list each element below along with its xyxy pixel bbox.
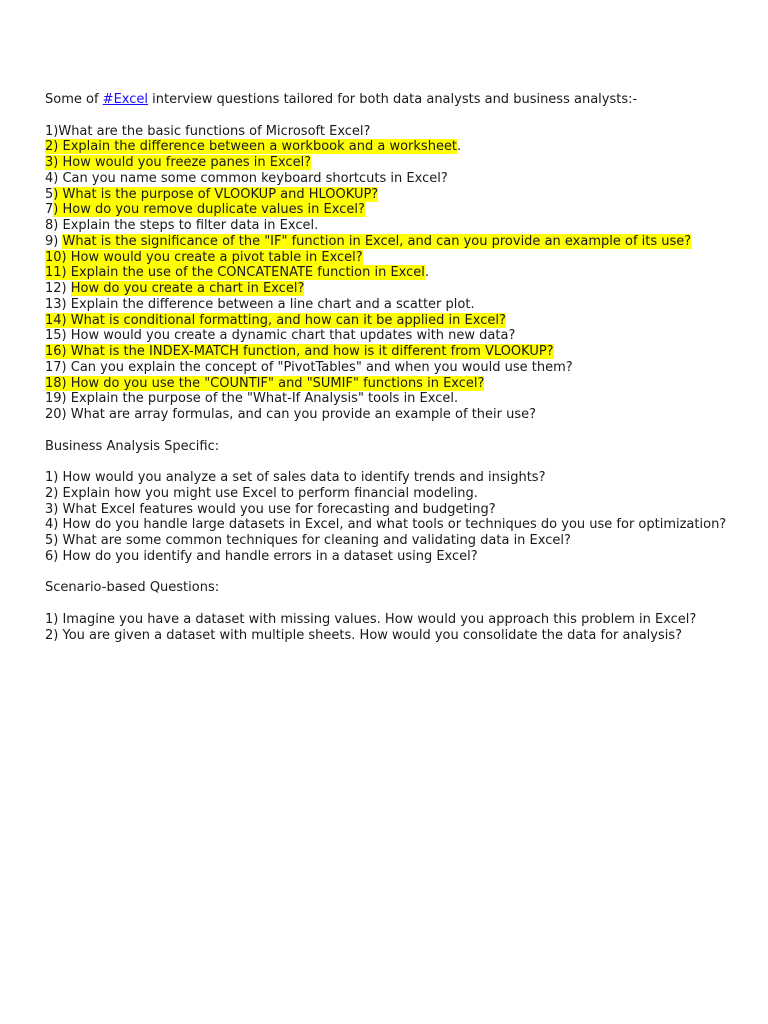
general-question-item [45, 313, 763, 329]
general-question-item [45, 124, 763, 140]
highlighted-text: What is the significance of the "IF" function in Excel, and can you provide an example of its use? [62, 233, 692, 249]
highlighted-text: 11) Explain the use of the CONCATENATE function in Excel [45, 265, 425, 281]
general-question-item [45, 328, 763, 344]
question-text: 19) Explain the purpose of the "What-If Analysis" tools in Excel. [45, 391, 459, 407]
question-text: 8) Explain the steps to filter data in Excel. [45, 218, 319, 233]
highlighted-text: 18) How do you use the "COUNTIF" and "SUMIF" functions in Excel? [45, 375, 485, 391]
general-question-item [45, 376, 763, 392]
question-text: 20) What are array formulas, and can you provide an example of their use? [45, 407, 537, 422]
general-question-item [45, 297, 763, 313]
question-text: . [457, 139, 462, 155]
general-question-item [45, 218, 763, 234]
business-question-item: 1) How would you analyze a set of sales data to identify trends and insights? [45, 470, 546, 485]
spacer [45, 423, 763, 439]
highlighted-text: 14) What is conditional formatting, and how can it be applied in Excel? [45, 312, 506, 328]
general-questions-list [45, 124, 763, 423]
question-text: 15) How would you create a dynamic chart that updates with new data? [45, 328, 516, 344]
highlighted-text: 3) How would you freeze panes in Excel? [45, 155, 312, 170]
scenario-section-heading: Scenario-based Questions: [45, 580, 220, 596]
intro-text-after: interview questions tailored for both data analysts and business analysts:- [148, 92, 638, 107]
general-question-item [45, 250, 763, 266]
intro-line [45, 92, 763, 108]
business-question-item: 2) Explain how you might use Excel to perform financial modeling. [45, 485, 478, 501]
question-text: 17) Can you explain the concept of "PivotTables" and when you would use them? [45, 359, 573, 375]
general-question-item [45, 391, 763, 407]
general-question-item [45, 187, 763, 203]
general-question-item [45, 407, 763, 423]
general-question-item [45, 281, 763, 297]
question-text: 9) [45, 233, 63, 249]
general-question-item [45, 202, 763, 218]
highlighted-text: How do you create a chart in Excel? [70, 281, 305, 296]
business-question-item: 5) What are some common techniques for cleaning and validating data in Excel? [45, 533, 571, 548]
business-question-item: 6) How do you identify and handle errors in a dataset using Excel? [45, 548, 478, 564]
business-question-item: 4) How do you handle large datasets in Excel, and what tools or techniques do you use for optimization? [45, 517, 727, 533]
business-question-item: 3) What Excel features would you use for forecasting and budgeting? [45, 501, 496, 517]
scenario-question-item: 1) Imagine you have a dataset with missing values. How would you approach this problem in Excel? [45, 611, 697, 627]
general-question-item [45, 155, 763, 171]
spacer [45, 596, 763, 612]
general-question-item [45, 360, 763, 376]
highlighted-text: 2) Explain the difference between a workbook and a worksheet [45, 139, 458, 155]
spacer [45, 108, 763, 124]
question-text: 7 [45, 202, 54, 218]
intro-text-before: Some of [45, 92, 103, 107]
spacer [45, 565, 763, 581]
question-text: 5 [45, 186, 54, 202]
question-text: 12) [45, 281, 71, 296]
business-section-heading: Business Analysis Specific: [45, 438, 220, 454]
highlighted-text: ) What is the purpose of VLOOKUP and HLOOKUP? [53, 186, 379, 202]
general-question-item [45, 139, 763, 155]
general-question-item [45, 265, 763, 281]
question-text: . [424, 265, 430, 281]
spacer [45, 454, 763, 470]
highlighted-text: ) How do you remove duplicate values in Excel? [53, 202, 365, 218]
highlighted-text: 16) What is the INDEX-MATCH function, and how is it different from VLOOKUP? [45, 344, 554, 359]
highlighted-text: 10) How would you create a pivot table in Excel? [45, 249, 363, 265]
document-body [45, 92, 763, 643]
business-questions-list [45, 470, 763, 565]
question-text: 1)What are the basic functions of Microsoft Excel? [45, 123, 371, 139]
general-question-item [45, 234, 763, 250]
scenario-questions-list [45, 612, 763, 644]
question-text: 13) Explain the difference between a line chart and a scatter plot. [45, 296, 475, 312]
general-question-item [45, 344, 763, 360]
excel-hashtag-link[interactable]: #Excel [102, 92, 149, 107]
scenario-question-item: 2) You are given a dataset with multiple sheets. How would you consolidate the data for analysis? [45, 627, 683, 643]
question-text: 4) Can you name some common keyboard shortcuts in Excel? [45, 170, 448, 186]
general-question-item [45, 171, 763, 187]
